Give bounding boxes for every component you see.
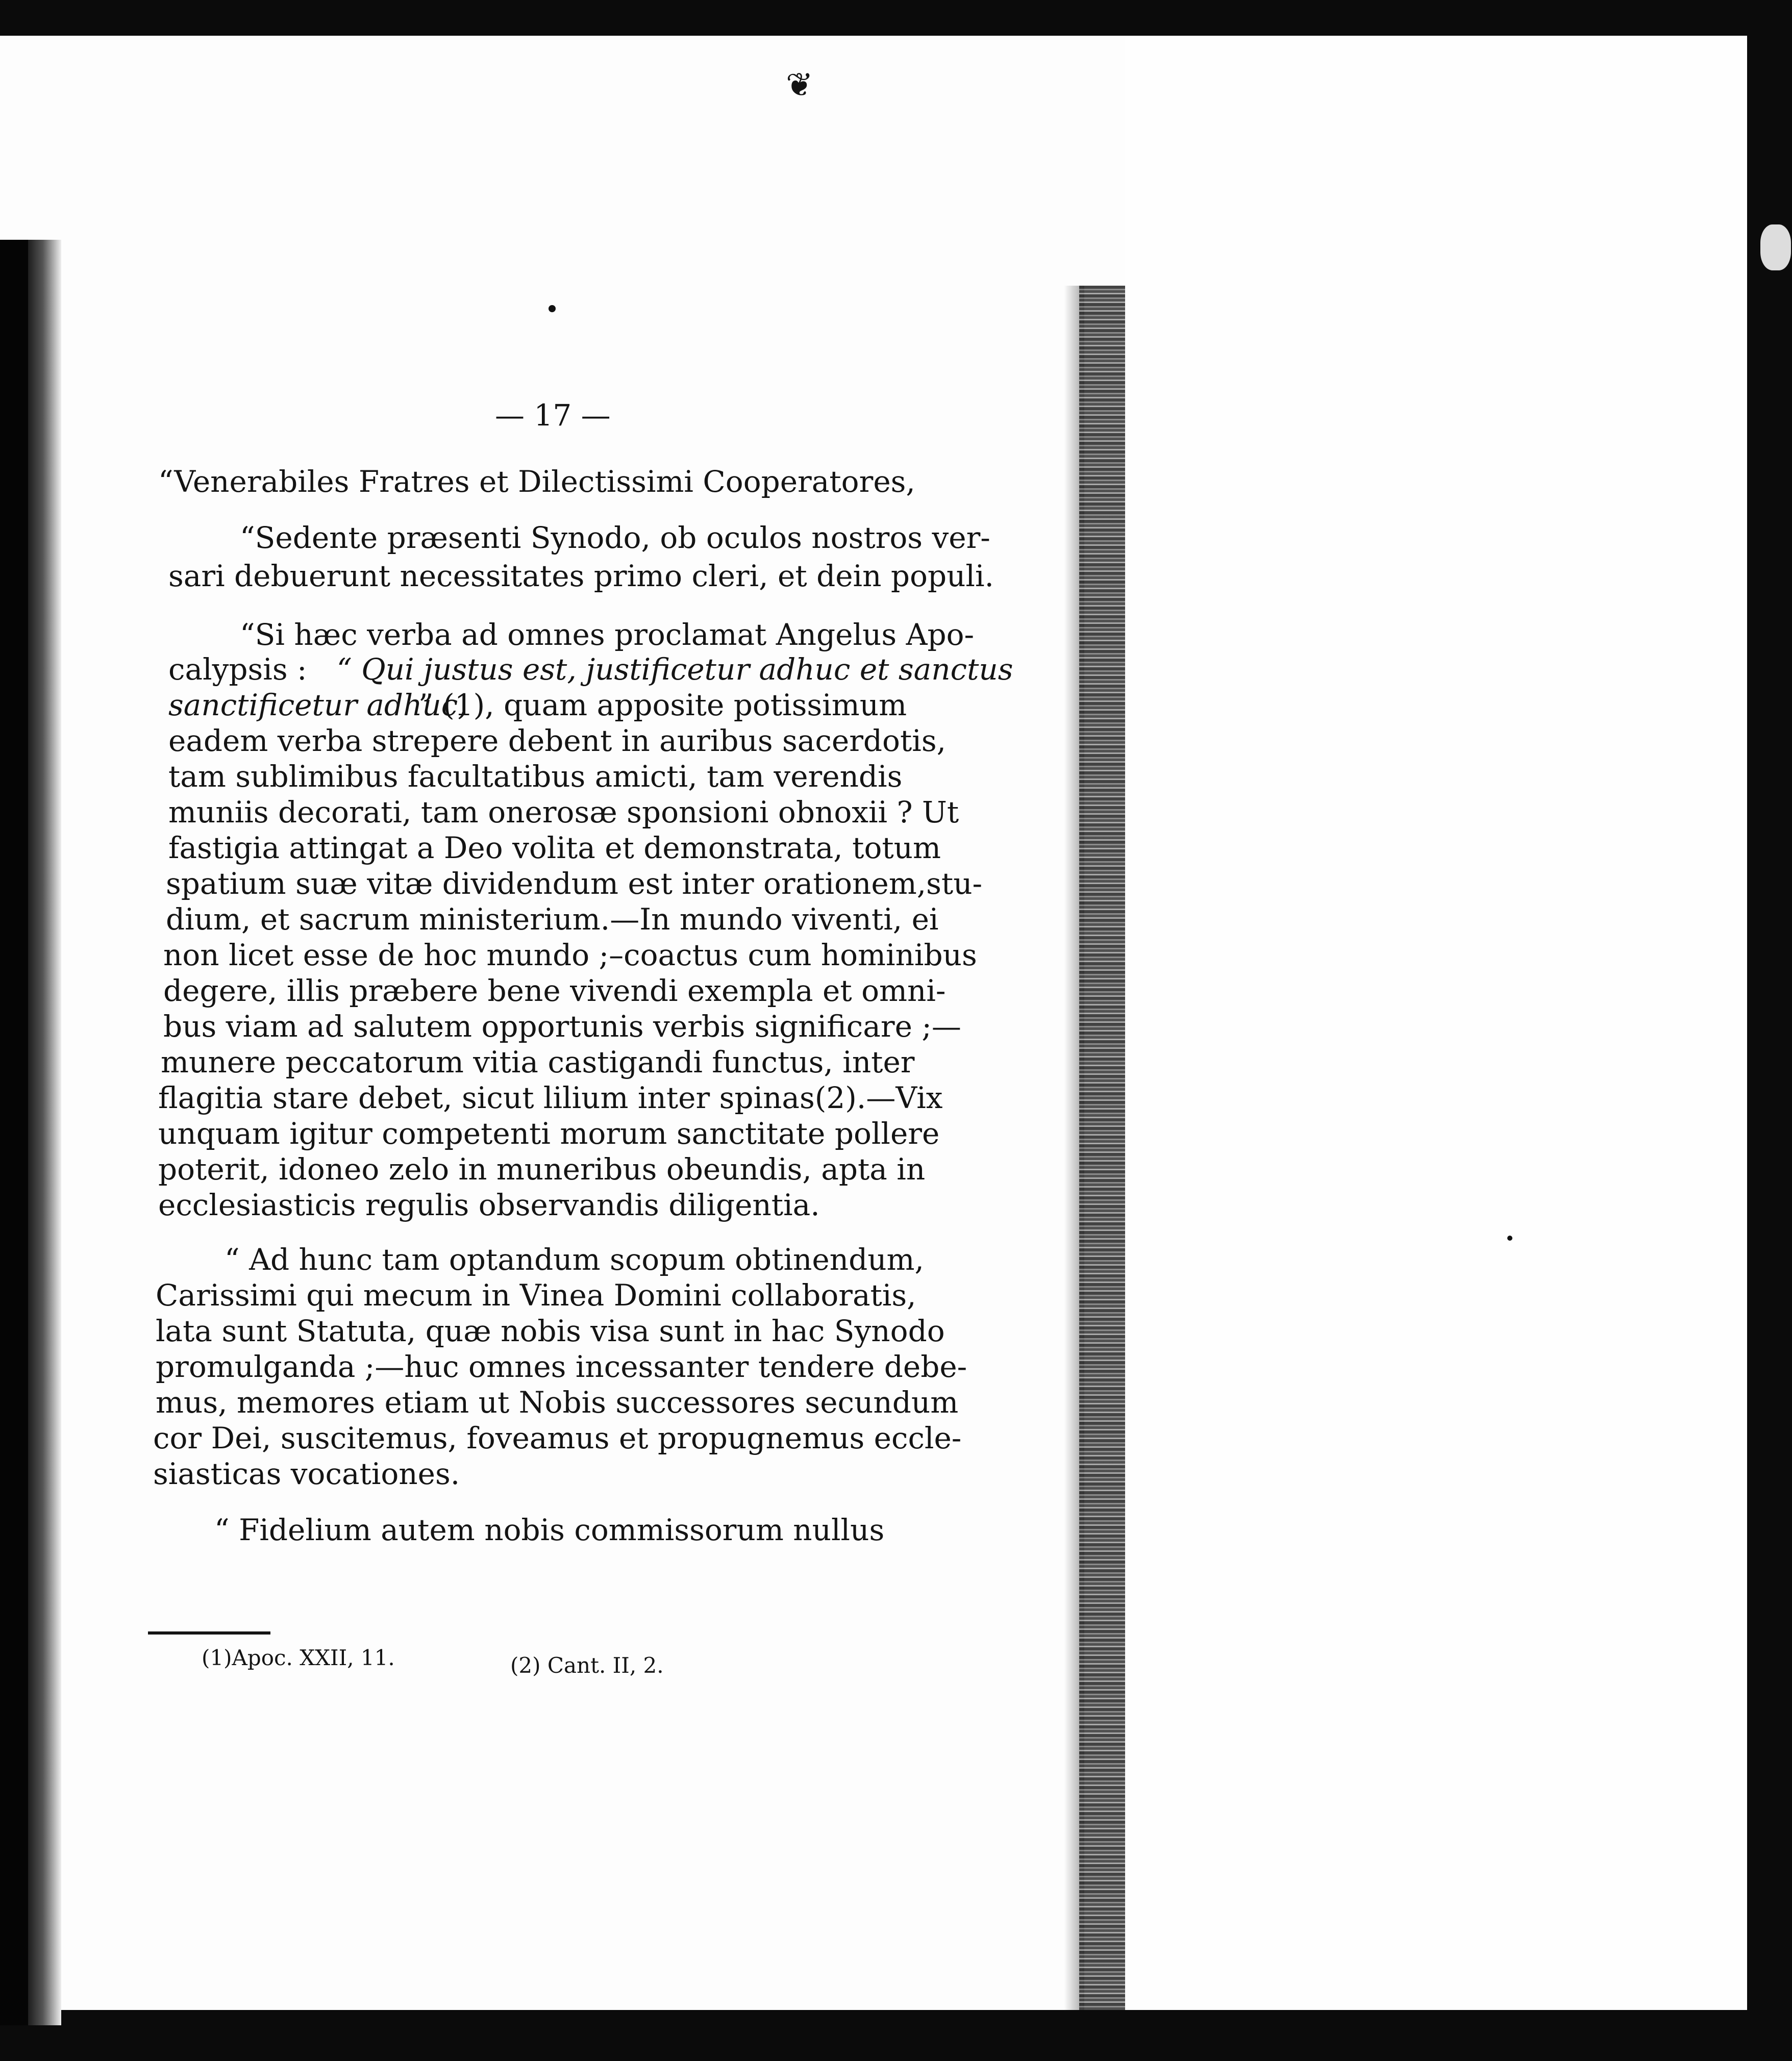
ink-speck bbox=[1507, 1236, 1512, 1241]
left-book-edge-dark bbox=[0, 240, 28, 2025]
text-line: unquam igitur competenti morum sanctitate pollere bbox=[158, 1116, 940, 1151]
text-line: “ Fidelium autem nobis commissorum nullus bbox=[214, 1513, 885, 1547]
text-line: promulganda ;—huc omnes incessanter tendere debe- bbox=[156, 1349, 967, 1384]
text-line: calypsis : bbox=[168, 652, 307, 687]
text-line: “Si hæc verba ad omnes proclamat Angelus Apo- bbox=[240, 617, 975, 652]
text-line: poterit, idoneo zelo in muneribus obeundis, apta in bbox=[158, 1152, 926, 1187]
text-line: eadem verba strepere debent in auribus sacerdotis, bbox=[168, 723, 947, 758]
text-line: spatium suæ vitæ dividendum est inter orationem,stu- bbox=[166, 866, 983, 901]
text-line-italic: sanctificetur adhuc, bbox=[168, 688, 467, 722]
footnote-2: (2) Cant. II, 2. bbox=[510, 1653, 664, 1678]
text-line: non licet esse de hoc mundo ;–coactus cum hominibus bbox=[163, 938, 977, 972]
text-line: sari debuerunt necessitates primo cleri, et dein populi. bbox=[168, 559, 994, 593]
text-line: “Venerabiles Fratres et Dilectissimi Cooperatores, bbox=[158, 464, 915, 499]
text-line: siasticas vocationes. bbox=[153, 1456, 460, 1491]
text-line: “ Ad hunc tam optandum scopum obtinendum, bbox=[225, 1242, 924, 1277]
blank-facing-page bbox=[1125, 36, 1747, 2010]
text-line: Carissimi qui mecum in Vinea Domini collaboratis, bbox=[156, 1278, 916, 1313]
text-line: muniis decorati, tam onerosæ sponsioni obnoxii ? Ut bbox=[168, 795, 959, 830]
text-line: lata sunt Statuta, quæ nobis visa sunt in hac Synodo bbox=[156, 1314, 945, 1348]
text-line: cor Dei, suscitemus, foveamus et propugnemus eccle- bbox=[153, 1421, 962, 1455]
text-line: flagitia stare debet, sicut lilium inter spinas(2).—Vix bbox=[158, 1080, 943, 1115]
text-line: fastigia attingat a Deo volita et demonstrata, totum bbox=[168, 831, 941, 865]
footnote-rule bbox=[148, 1631, 270, 1635]
edge-tear bbox=[1760, 224, 1791, 270]
text-line: ecclesiasticis regulis observandis diligentia. bbox=[158, 1188, 820, 1222]
text-line: tam sublimibus facultatibus amicti, tam verendis bbox=[168, 759, 903, 794]
text-line: mus, memores etiam ut Nobis successores secundum bbox=[156, 1385, 959, 1420]
text-line: dium, et sacrum ministerium.—In mundo viventi, ei bbox=[166, 902, 939, 937]
text-line: munere peccatorum vitia castigandi functus, inter bbox=[161, 1045, 915, 1079]
text-line: degere, illis præbere bene vivendi exempla et omni- bbox=[163, 973, 946, 1008]
book-gutter bbox=[1079, 286, 1125, 2010]
text-line: bus viam ad salutem opportunis verbis significare ;— bbox=[163, 1009, 961, 1044]
ink-speck bbox=[549, 305, 556, 312]
page-number: — 17 — bbox=[495, 398, 611, 433]
text-line: “Sedente præsenti Synodo, ob oculos nostros ver- bbox=[240, 520, 990, 555]
right-scan-border bbox=[1747, 0, 1792, 2061]
text-line: ” (1), quam apposite potissimum bbox=[418, 688, 907, 722]
text-line-italic: “ Qui justus est, justificetur adhuc et sanctus bbox=[337, 652, 1013, 687]
page-ornament: ❦ bbox=[786, 66, 813, 104]
footnote-1: (1)Apoc. XXII, 11. bbox=[202, 1645, 395, 1670]
top-scan-border bbox=[0, 0, 1792, 36]
bottom-scan-border bbox=[0, 2010, 1792, 2061]
